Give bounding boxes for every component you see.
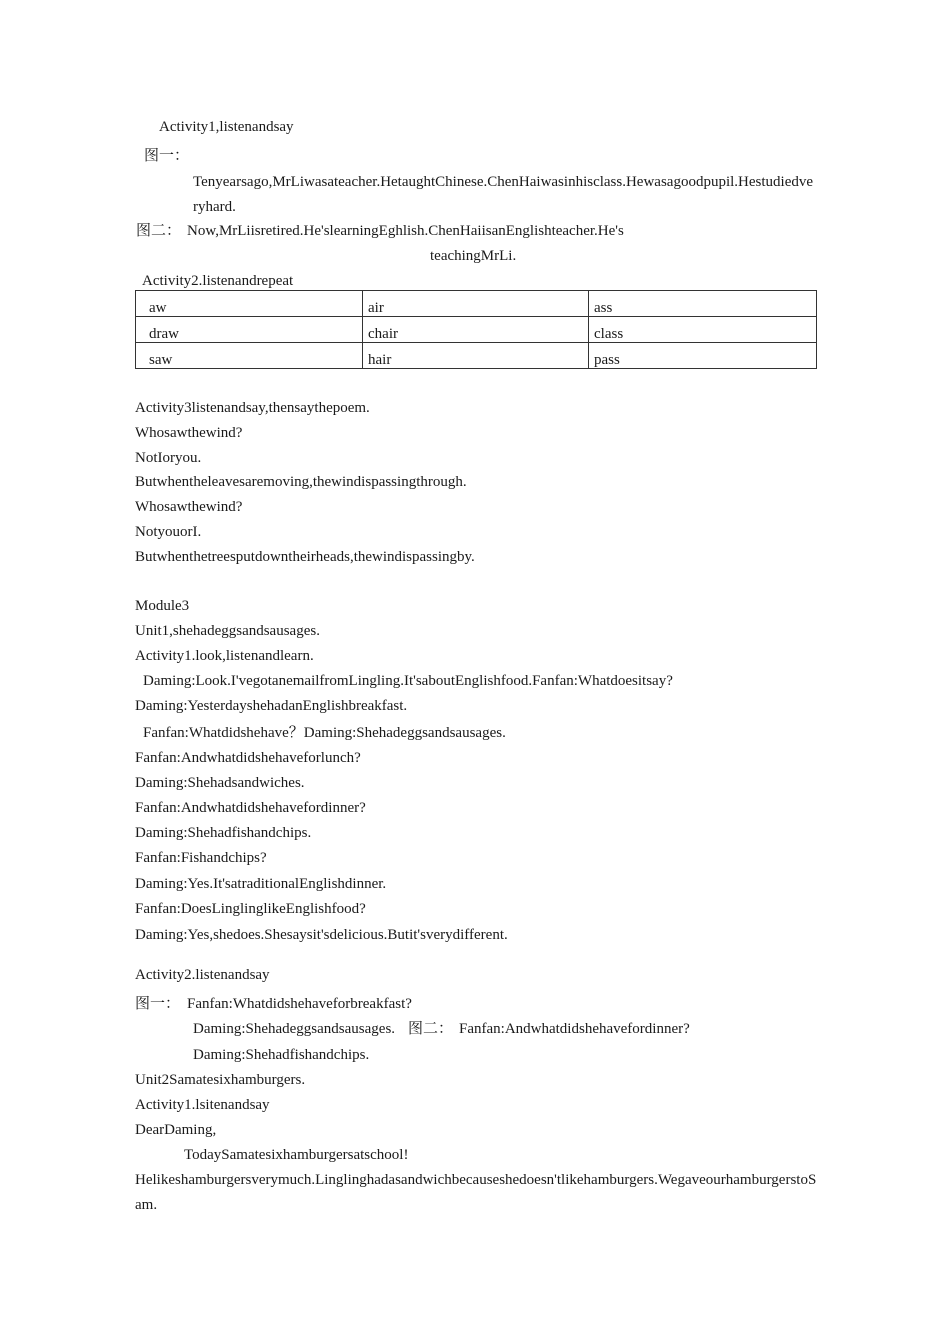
picture2-label: 图二： — [136, 223, 182, 239]
module-title: Module3 — [135, 598, 190, 614]
picture1-line2: Daming:Shehadeggsandsausages. — [193, 1021, 396, 1037]
picture1-label: 图一： — [135, 996, 181, 1012]
poem-line: NotyouorI. — [135, 524, 202, 540]
dialogue-line: Daming:Shehadsandwiches. — [135, 775, 305, 791]
unit1-activity1-heading: Activity1.look,listenandlearn. — [135, 648, 314, 664]
dialogue-line: Daming:Shehadfishandchips. — [135, 825, 312, 841]
activity2-heading: Activity2.listenandrepeat — [142, 273, 294, 289]
picture1-label: 图一： — [144, 148, 190, 164]
poem-line: NotIoryou. — [135, 450, 202, 466]
table-row — [136, 291, 817, 317]
poem-line: Butwhenthetreesputdowntheirheads,thewindispassingby. — [135, 549, 475, 565]
poem-line: Butwhentheleavesaremoving,thewindispassingthrough. — [135, 474, 467, 490]
dialogue-line: Daming:Look.I'vegotanemailfromLingling.It'saboutEnglishfood.Fanfan:Whatdoesitsay? — [143, 673, 673, 689]
table-cell: ass — [589, 291, 817, 317]
table-cell: aw — [136, 291, 363, 317]
sounds-table — [135, 290, 817, 369]
table-cell: air — [363, 291, 589, 317]
dialogue-line: Fanfan:Andwhatdidshehavefordinner? — [135, 800, 366, 816]
table-cell: chair — [363, 317, 589, 343]
dialogue-line: Fanfan:Andwhatdidshehaveforlunch? — [135, 750, 361, 766]
unit1-activity2-heading: Activity2.listenandsay — [135, 967, 270, 983]
table-cell: class — [589, 317, 817, 343]
letter-body: Helikeshamburgersverymuch.Linglinghadasandwichbecauseshedoesn'tlikehamburgers.WegaveourhamburgerstoSam. — [135, 1172, 817, 1213]
poem-line: Whosawthewind? — [135, 499, 243, 515]
picture1-line1: Fanfan:Whatdidshehaveforbreakfast? — [187, 996, 412, 1012]
dialogue-line: Daming:YesterdayshehadanEnglishbreakfast. — [135, 698, 408, 714]
activity1-heading: Activity1,listenandsay — [159, 119, 294, 135]
dialogue-line: Fanfan:Whatdidshehave？Daming:Shehadeggsandsausages. — [143, 725, 506, 741]
dialogue-line: Daming:Yes.It'satraditionalEnglishdinner. — [135, 876, 387, 892]
letter-line: TodaySamatesixhamburgersatschool! — [184, 1147, 409, 1163]
unit2-title: Unit2Samatesixhamburgers. — [135, 1072, 306, 1088]
poem-line: Whosawthewind? — [135, 425, 243, 441]
table-cell: hair — [363, 343, 589, 369]
letter-greeting: DearDaming, — [135, 1122, 217, 1138]
dialogue-line: Daming:Yes,shedoes.Shesaysit'sdelicious.Butit'sverydifferent. — [135, 927, 508, 943]
dialogue-line: Fanfan:DoesLinglinglikeEnglishfood? — [135, 901, 366, 917]
unit2-activity1-heading: Activity1.lsitenandsay — [135, 1097, 270, 1113]
picture2-line1: Fanfan:Andwhatdidshehavefordinner? — [459, 1021, 690, 1037]
table-row — [136, 317, 817, 343]
activity3-heading: Activity3listenandsay,thensaythepoem. — [135, 400, 370, 416]
unit1-title: Unit1,shehadeggsandsausages. — [135, 623, 320, 639]
picture2-label: 图二： — [408, 1021, 454, 1037]
table-cell: saw — [136, 343, 363, 369]
table-cell: draw — [136, 317, 363, 343]
picture1-text: Tenyearsago,MrLiwasateacher.HetaughtChinese.ChenHaiwasinhisclass.Hewasagoodpupil.Hestudiedveryhard. — [193, 174, 814, 215]
table-row — [136, 343, 817, 369]
dialogue-line: Fanfan:Fishandchips? — [135, 850, 267, 866]
picture2-text-line2: teachingMrLi. — [430, 248, 517, 264]
picture2-text-line1: Now,MrLiisretired.He'slearningEghlish.ChenHaiisanEnglishteacher.He's — [187, 223, 624, 239]
table-cell: pass — [589, 343, 817, 369]
picture2-line2: Daming:Shehadfishandchips. — [193, 1047, 370, 1063]
